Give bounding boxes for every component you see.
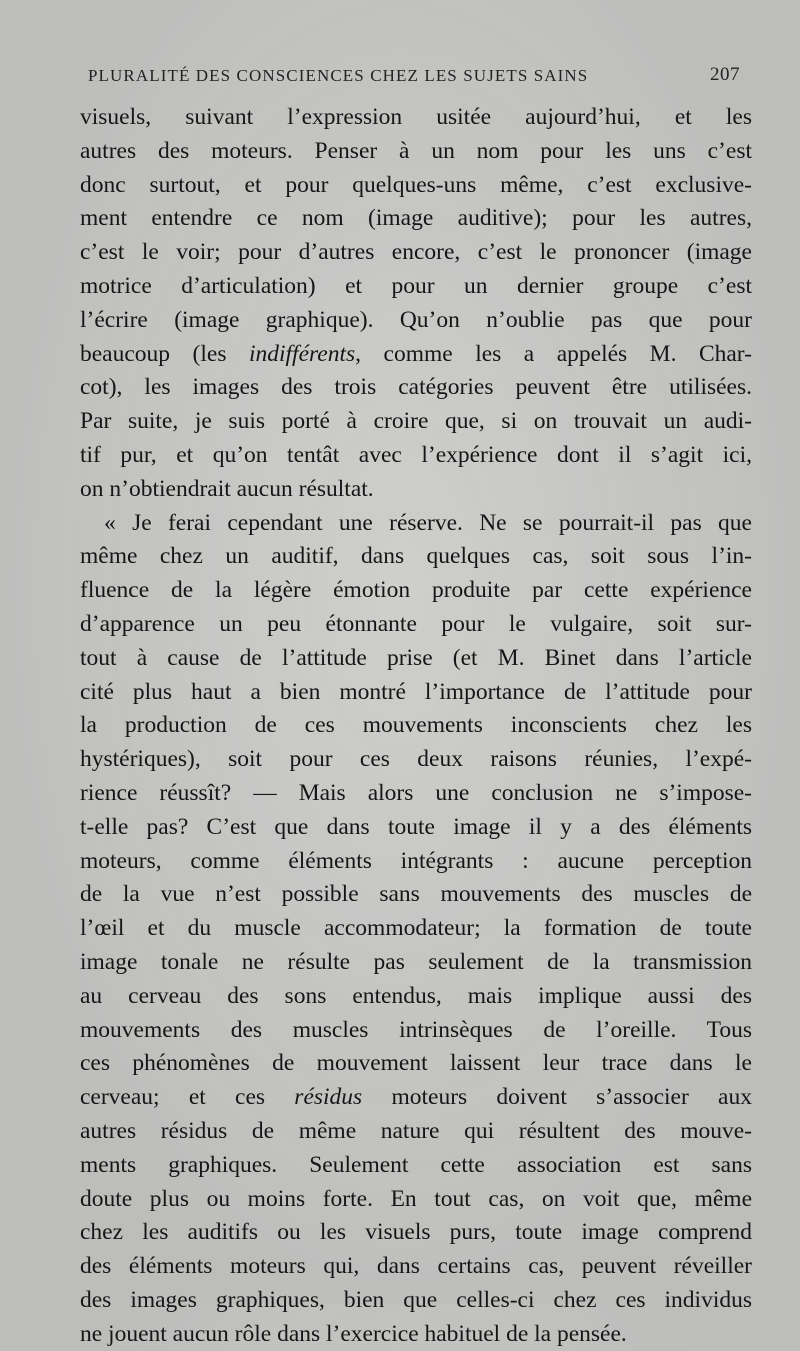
text-line: motrice d’articulation) et pour un dernier groupe c’est bbox=[80, 272, 752, 299]
text-line: ments graphiques. Seulement cette association est sans bbox=[80, 1151, 752, 1178]
text-line: donc surtout, et pour quelques-uns même, c’est exclusive- bbox=[80, 171, 752, 198]
text-line: image tonale ne résulte pas seulement de la transmission bbox=[80, 948, 752, 975]
page-number: 207 bbox=[710, 64, 740, 85]
text-line: rience réussît? — Mais alors une conclusion ne s’impose- bbox=[80, 779, 752, 806]
text-line: tout à cause de l’attitude prise (et M. Binet dans l’article bbox=[80, 644, 752, 671]
text-line: moteurs, comme éléments intégrants : aucune perception bbox=[80, 847, 752, 874]
text-run: cerveau; et ces bbox=[80, 1084, 295, 1111]
text-line: l’écrire (image graphique). Qu’on n’oublie pas que pour bbox=[80, 306, 752, 333]
text-line: fluence de la légère émotion produite par cette expérience bbox=[80, 577, 752, 604]
text-run: beaucoup (les bbox=[80, 340, 249, 367]
text-line: l’œil et du muscle accommodateur; la formation de toute bbox=[80, 915, 752, 942]
text-run: moteurs doivent s’associer aux bbox=[362, 1084, 752, 1111]
text-line: la production de ces mouvements inconscients chez les bbox=[80, 712, 752, 739]
running-title: PLURALITÉ DES CONSCIENCES CHEZ LES SUJETS SAINS bbox=[88, 66, 589, 85]
text-line: des images graphiques, bien que celles-ci chez ces individus bbox=[80, 1286, 752, 1313]
text-line: autres des moteurs. Penser à un nom pour les uns c’est bbox=[80, 137, 752, 164]
text-line: d’apparence un peu étonnante pour le vulgaire, soit sur- bbox=[80, 610, 752, 637]
text-line: doute plus ou moins forte. En tout cas, on voit que, même bbox=[80, 1185, 752, 1212]
text-line: de la vue n’est possible sans mouvements des muscles de bbox=[80, 881, 752, 908]
text-line: cité plus haut a bien montré l’importance de l’attitude pour bbox=[80, 678, 752, 705]
text-line: au cerveau des sons entendus, mais implique aussi des bbox=[80, 982, 752, 1009]
text-line: ne jouent aucun rôle dans l’exercice habituel de la pensée. bbox=[80, 1320, 627, 1347]
text-line: ces phénomènes de mouvement laissent leur trace dans le bbox=[80, 1050, 752, 1077]
text-line bbox=[80, 338, 752, 372]
paragraph-1 bbox=[80, 101, 752, 507]
text-line: autres résidus de même nature qui résultent des mouve- bbox=[80, 1117, 752, 1144]
text-line: mouvements des muscles intrinsèques de l’oreille. Tous bbox=[80, 1016, 752, 1043]
text-line: Par suite, je suis porté à croire que, si on trouvait un audi- bbox=[80, 408, 752, 435]
body-text bbox=[80, 101, 752, 1351]
text-line: « Je ferai cependant une réserve. Ne se pourrait-il pas que bbox=[104, 509, 752, 536]
text-line: visuels, suivant l’expression usitée aujourd’hui, et les bbox=[80, 104, 752, 130]
text-line: t-elle pas? C’est que dans toute image il y a des éléments bbox=[80, 813, 752, 840]
text-line: tif pur, et qu’on tentât avec l’expérience dont il s’agit ici, bbox=[80, 441, 752, 468]
text-line: on n’obtiendrait aucun résultat. bbox=[80, 475, 374, 502]
text-line: même chez un auditif, dans quelques cas, soit sous l’in- bbox=[80, 543, 752, 570]
text-line: chez les auditifs ou les visuels purs, toute image comprend bbox=[80, 1219, 752, 1246]
text-line: c’est le voir; pour d’autres encore, c’est le prononcer (image bbox=[80, 239, 752, 266]
text-line: des éléments moteurs qui, dans certains cas, peuvent réveiller bbox=[80, 1253, 752, 1280]
italic-term: résidus bbox=[294, 1084, 363, 1111]
paragraph-2 bbox=[80, 507, 752, 1351]
text-line: cot), les images des trois catégories peuvent être utilisées. bbox=[80, 374, 752, 401]
text-line: hystériques), soit pour ces deux raisons réunies, l’expé- bbox=[80, 746, 752, 773]
italic-term: indifférents bbox=[248, 340, 356, 367]
text-line: ment entendre ce nom (image auditive); pour les autres, bbox=[80, 205, 752, 232]
text-line bbox=[80, 1081, 752, 1115]
running-head bbox=[88, 62, 740, 92]
text-run: , comme les a appelés M. Char- bbox=[355, 340, 752, 367]
